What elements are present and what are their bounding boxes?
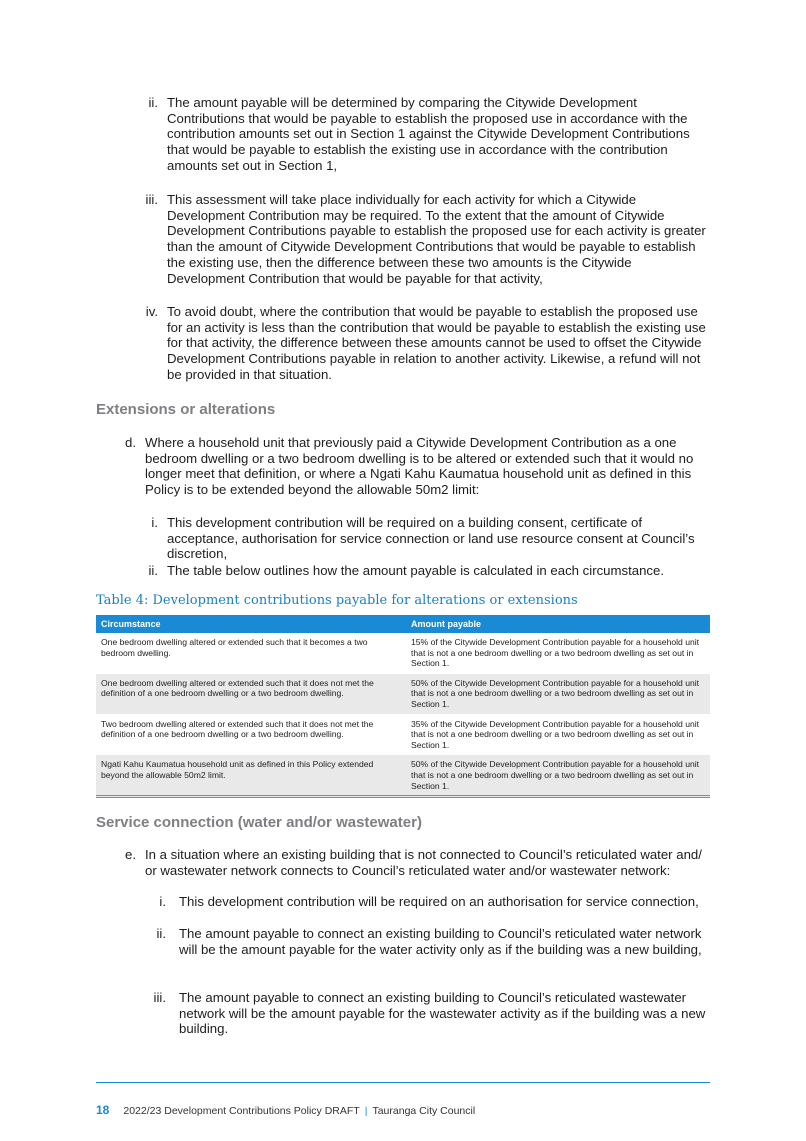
list-marker: ii. [148,95,158,110]
list-marker: e. [125,847,136,862]
footer-divider [96,1082,710,1083]
page-number: 18 [96,1103,110,1117]
paragraph-d-household-unit: Where a household unit that previously paid a Citywide Development Contribution as a one bedroom dwelling or a two bedroom dwelling is to be altered or extended such that it would no longer meet that definition, or where a Ngati Kahu Kaumatua household unit as defined in this Policy is to be extended beyond the allowable 50m2 limit: [145,435,694,498]
table-header-row [96,615,710,633]
footer-document-title: 2022/23 Development Contributions Policy DRAFT [123,1105,360,1117]
footer-organisation: Tauranga City Council [372,1105,476,1117]
list-marker: iv. [145,304,158,319]
table-cell-circumstance: One bedroom dwelling altered or extended such that it does not met the definition of a one bedroom dwelling or a two bedroom dwelling. [96,673,406,714]
paragraph-ii-water-network: The amount payable to connect an existing building to Council’s reticulated water network will be the amount payable for the water activity only as if the building was a new building, [179,926,702,957]
table-cell-circumstance: One bedroom dwelling altered or extended such that it becomes a two bedroom dwelling. [96,633,406,673]
column-header-amount-payable: Amount payable [406,615,710,633]
table-row [96,755,710,797]
list-marker: d. [125,435,136,450]
table-cell-amount: 15% of the Citywide Development Contribution payable for a household unit that is not a one bedroom dwelling or a two bedroom dwelling as set out in Section 1. [406,633,710,673]
table-cell-amount: 35% of the Citywide Development Contribution payable for a household unit that is not a one bedroom dwelling or a two bedroom dwelling as set out in Section 1. [406,714,710,755]
paragraph-ii-table-intro: The table below outlines how the amount payable is calculated in each circumstance. [167,563,665,578]
section-heading-extensions: Extensions or alterations [96,401,276,418]
column-header-circumstance: Circumstance [96,615,406,633]
contributions-table [96,615,710,798]
page-footer [96,1103,475,1117]
paragraph-i-service-connection: This development contribution will be required on an authorisation for service connection, [179,894,699,909]
table-cell-circumstance: Ngati Kahu Kaumatua household unit as defined in this Policy extended beyond the allowable 50m2 limit. [96,755,406,797]
list-marker: iii. [153,990,166,1005]
list-marker: iii. [145,192,158,207]
paragraph-ii-amount-payable: The amount payable will be determined by comparing the Citywide Development Contributions that would be payable to establish the proposed use in accordance with the contribution amounts set out in Section 1 against the Citywide Development Contributions that would be payable to establish the existing use in accordance with the contribution amounts set out in Section 1, [167,95,690,173]
paragraph-i-requirement: This development contribution will be required on a building consent, certificate of acceptance, authorisation for service connection or land use resource consent at Council’s discretion, [167,515,695,562]
table-caption: Table 4: Development contributions payable for alterations or extensions [96,593,578,608]
paragraph-iii-wastewater-network: The amount payable to connect an existing building to Council’s reticulated wastewater network will be the amount payable for the wastewater activity as if the building was a new building. [179,990,706,1037]
table-cell-circumstance: Two bedroom dwelling altered or extended such that it does not met the definition of a one bedroom dwelling or a two bedroom dwelling. [96,714,406,755]
paragraph-iii-assessment: This assessment will take place individually for each activity for which a Citywide Development Contribution may be required. To the extent that the amount of Citywide Development Contributions payable to establish the proposed use for each activity is greater than the amount of Citywide Development Contributions that would be payable to establish the existing use, then the difference between these two amounts is the Citywide Development Contribution that would be payable for that activity, [167,192,706,286]
table-row [96,633,710,673]
paragraph-iv-avoid-doubt: To avoid doubt, where the contribution that would be payable to establish the proposed use for an activity is less than the contribution that would be payable to establish the existing use for that activity, the difference between these amounts cannot be used to offset the Citywide Development Contributions payable in relation to another activity. Likewise, a refund will not be provided in that situation. [167,304,706,382]
footer-separator: | [364,1105,368,1117]
list-marker: i. [151,515,158,530]
paragraph-e-existing-building: In a situation where an existing building that is not connected to Council’s reticulated water and/ or wastewater network connects to Council’s reticulated water and/or wastewater network: [145,847,702,878]
list-marker: ii. [148,563,158,578]
list-marker: ii. [156,926,166,941]
table-cell-amount: 50% of the Citywide Development Contribution payable for a household unit that is not a one bedroom dwelling or a two bedroom dwelling as set out in Section 1. [406,673,710,714]
table-row [96,673,710,714]
section-heading-service-connection: Service connection (water and/or wastewater) [96,814,422,831]
list-marker: i. [159,894,166,909]
table-row [96,714,710,755]
table-cell-amount: 50% of the Citywide Development Contribution payable for a household unit that is not a one bedroom dwelling or a two bedroom dwelling as set out in Section 1. [406,755,710,797]
